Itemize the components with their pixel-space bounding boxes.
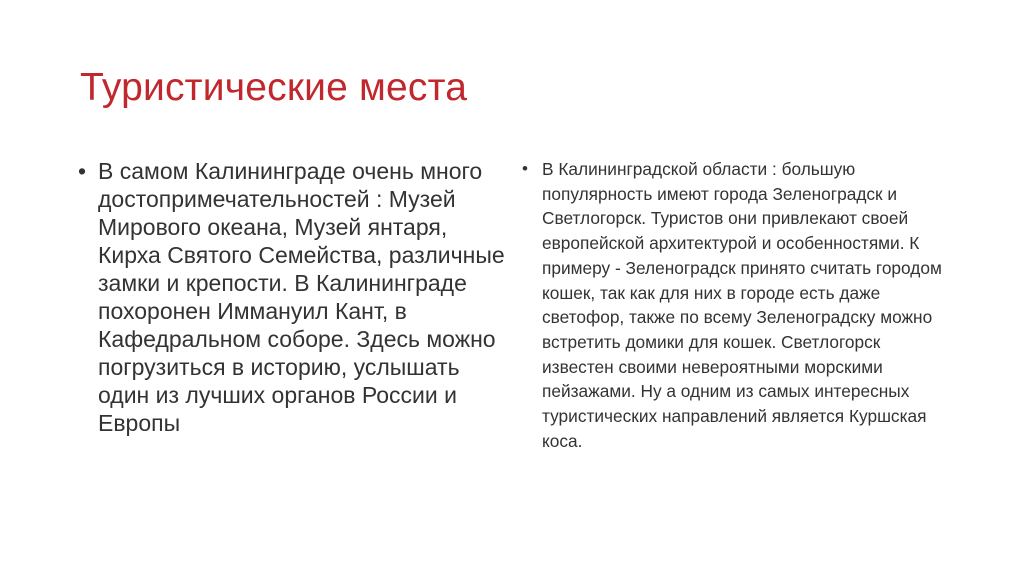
right-bullet-item xyxy=(522,157,942,453)
right-bullet-text: В Калининградской области : большую популярность имеют города Зеленоградск и Светлогорск. Туристов они привлекают своей европейской архитектурой и особенностями. К примеру - Зеленоградск принято считать городом кошек, так как для них в городе есть даже светофор, также по всему Зеленоградску можно встретить домики для кошек. Светлогорск известен своими невероятными морскими пейзажами. Ну а одним из самых интересных туристических направлений является Куршская коса. xyxy=(542,159,942,451)
slide-title: Туристические места xyxy=(80,66,468,109)
bullet-marker: • xyxy=(78,158,87,184)
right-column xyxy=(522,157,942,453)
left-bullet-text: В самом Калининграде очень много достопримечательностей : Музей Мирового океана, Музей янтаря, Кирха Святого Семейства, различные замки и крепости. В Калининграде похоронен Иммануил Кант, в Кафедральном соборе. Здесь можно погрузиться в историю, услышать один из лучших органов России и Европы xyxy=(98,158,505,436)
bullet-marker: • xyxy=(522,159,528,178)
left-column xyxy=(78,157,510,437)
left-bullet-item xyxy=(78,157,510,437)
